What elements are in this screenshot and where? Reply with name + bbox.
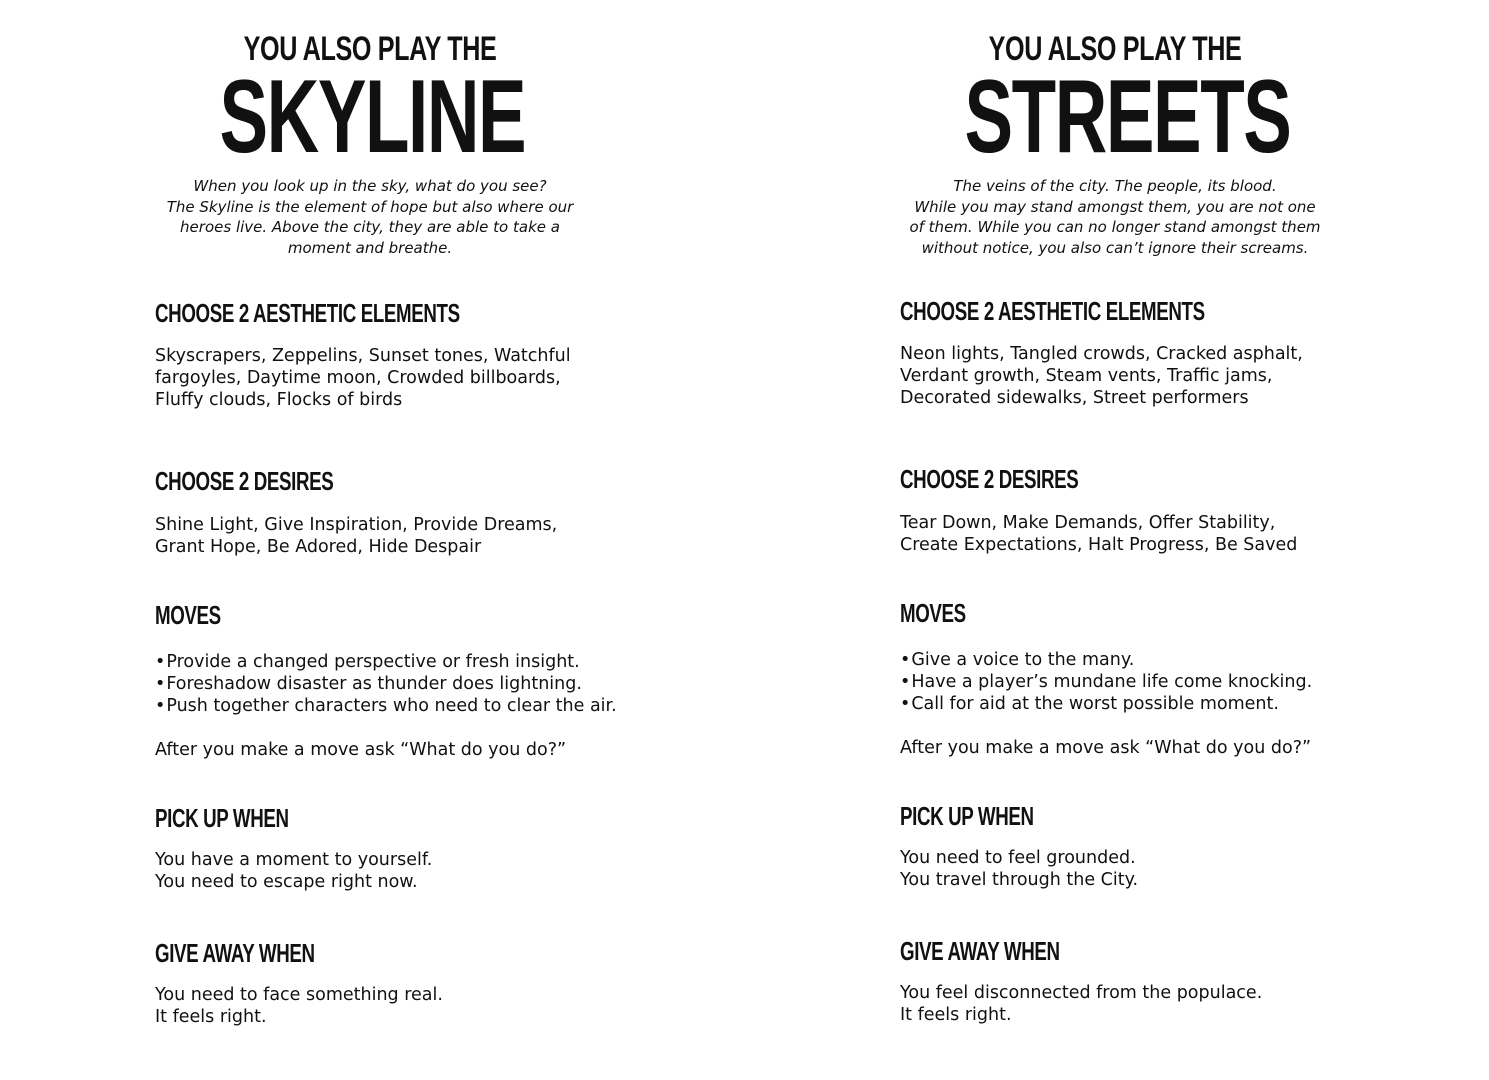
- desires-text: Tear Down, Make Demands, Offer Stability, Create Expectations, Halt Progress, Be Saved: [900, 513, 1298, 555]
- giveaway-text: You need to face something real. It feels right.: [155, 985, 443, 1027]
- bullet: •: [155, 652, 166, 672]
- giveaway-heading: GIVE AWAY WHEN: [900, 936, 1060, 966]
- skyline-card: [155, 0, 755, 1080]
- moves-list: [155, 651, 735, 717]
- pre-title: YOU ALSO PLAY THE: [243, 30, 497, 68]
- list-item: [900, 649, 1480, 671]
- aesthetic-heading: CHOOSE 2 AESTHETIC ELEMENTS: [900, 296, 1205, 326]
- intro-text: The veins of the city. The people, its blood. While you may stand amongst them, you are not one of them. While you can no longer stand amongst them without notice, you also can’t ignore their screams.: [909, 177, 1321, 257]
- bullet: •: [155, 674, 166, 694]
- list-item: [900, 693, 1480, 715]
- aesthetic-text: Skyscrapers, Zeppelins, Sunset tones, Watchful fargoyles, Daytime moon, Crowded billboards, Fluffy clouds, Flocks of birds: [155, 346, 571, 410]
- list-item: [155, 673, 735, 695]
- aesthetic-text: Neon lights, Tangled crowds, Cracked asphalt, Verdant growth, Steam vents, Traffic jams, Decorated sidewalks, Street performers: [900, 344, 1303, 408]
- pickup-text: You need to feel grounded. You travel through the City.: [900, 848, 1139, 890]
- moves-heading: MOVES: [900, 598, 966, 628]
- pickup-heading: PICK UP WHEN: [155, 803, 289, 833]
- bullet: •: [900, 650, 911, 670]
- aesthetic-heading: CHOOSE 2 AESTHETIC ELEMENTS: [155, 298, 460, 328]
- giveaway-text: You feel disconnected from the populace. It feels right.: [900, 983, 1263, 1025]
- move-text: Have a player’s mundane life come knocking.: [911, 672, 1313, 692]
- bullet: •: [900, 694, 911, 714]
- intro-text: When you look up in the sky, what do you see? The Skyline is the element of hope but also where our heroes live. Above the city, they are able to take a moment and breathe.: [166, 177, 574, 257]
- moves-list: [900, 649, 1480, 715]
- desires-heading: CHOOSE 2 DESIRES: [155, 466, 334, 496]
- after-move-text: After you make a move ask “What do you do?”: [155, 740, 567, 760]
- card-title: SKYLINE: [219, 59, 526, 175]
- move-text: Push together characters who need to clear the air.: [166, 696, 617, 716]
- card-title: STREETS: [964, 59, 1291, 175]
- move-text: Call for aid at the worst possible moment.: [911, 694, 1279, 714]
- moves-heading: MOVES: [155, 600, 221, 630]
- move-text: Foreshadow disaster as thunder does lightning.: [166, 674, 582, 694]
- bullet: •: [900, 672, 911, 692]
- list-item: [155, 651, 735, 673]
- desires-heading: CHOOSE 2 DESIRES: [900, 464, 1079, 494]
- move-text: Give a voice to the many.: [911, 650, 1135, 670]
- list-item: [155, 695, 735, 717]
- pickup-heading: PICK UP WHEN: [900, 801, 1034, 831]
- after-move-text: After you make a move ask “What do you do?”: [900, 738, 1312, 758]
- streets-card: [900, 0, 1489, 1080]
- giveaway-heading: GIVE AWAY WHEN: [155, 938, 315, 968]
- pre-title: YOU ALSO PLAY THE: [988, 30, 1242, 68]
- desires-text: Shine Light, Give Inspiration, Provide Dreams, Grant Hope, Be Adored, Hide Despair: [155, 515, 558, 557]
- pickup-text: You have a moment to yourself. You need to escape right now.: [155, 850, 433, 892]
- bullet: •: [155, 696, 166, 716]
- move-text: Provide a changed perspective or fresh insight.: [166, 652, 580, 672]
- list-item: [900, 671, 1480, 693]
